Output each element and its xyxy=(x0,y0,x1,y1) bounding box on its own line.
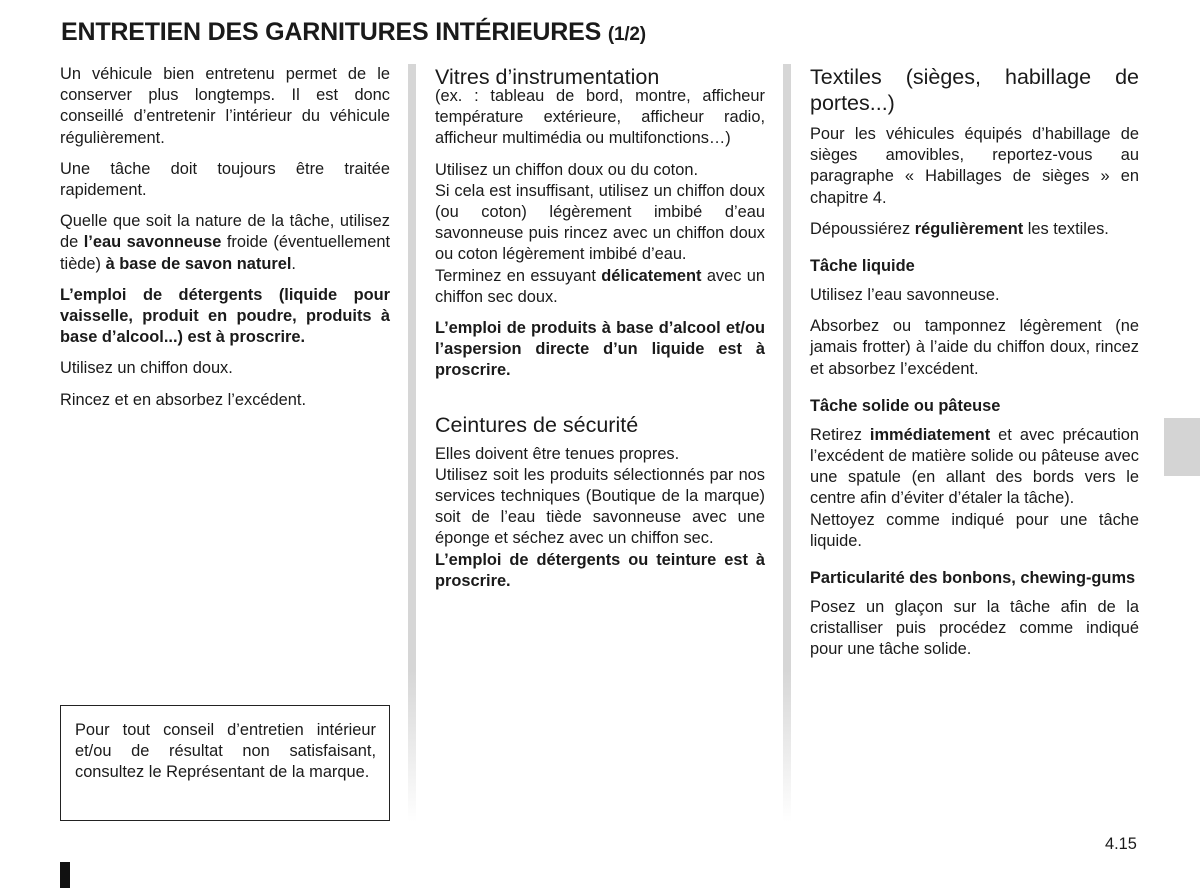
vitres-warning: L’emploi de produits à base d’alcool et/ou l’aspersion directe d’un liquide est à proscrire. xyxy=(435,319,765,380)
soap-paragraph: Quelle que soit la nature de la tâche, utilisez de l’eau savonneuse froide (éventuellement tiède) à base de savon naturel. xyxy=(60,212,390,273)
column-divider-2 xyxy=(783,64,791,822)
urgency-paragraph: Une tâche doit toujours être traitée rapidement. xyxy=(60,159,390,200)
solide-line-1: Retirez immédiatement et avec précaution l’excédent de matière solide ou pâteuse avec une spatule (en allant des bords vers le centre afin d’éviter d’étaler la tâche). xyxy=(810,425,1139,508)
ceintures-line-2: Utilisez soit les produits sélectionnés par nos services techniques (Boutique de la marque) soit de l’eau tiède savonneuse avec une éponge et séchez avec un chiffon sec. xyxy=(435,465,765,548)
column-divider-1 xyxy=(408,64,416,822)
textiles-column xyxy=(810,64,1139,671)
section-heading-textiles: Textiles (sièges, habillage de portes...) xyxy=(810,65,1139,115)
vitres-step-3: Terminez en essuyant délicatement avec un chiffon sec doux. xyxy=(435,266,765,306)
vitres-step-1: Utilisez un chiffon doux ou du coton. xyxy=(435,160,699,179)
intro-paragraph: Un véhicule bien entretenu permet de le conserver plus longtemps. Il est donc conseillé d’entretenir l’intérieur du véhicule régulièrement. xyxy=(60,65,390,147)
page-number: 4.15 xyxy=(1105,835,1137,853)
vitres-step-2: Si cela est insuffisant, utilisez un chiffon doux (ou coton) légèrement imbibé d’eau savonneuse puis rincez avec un chiffon doux ou coton légèrement imbibé d’eau. xyxy=(435,181,765,264)
section-heading-vitres: Vitres d’instrumentation xyxy=(435,65,660,89)
bonbons-line-1: Posez un glaçon sur la tâche afin de la cristalliser puis procédez comme indiqué pour une tâche solide. xyxy=(810,598,1139,659)
instruments-column xyxy=(435,64,765,602)
advice-note-box xyxy=(60,705,390,821)
detergent-warning: L’emploi de détergents (liquide pour vaisselle, produit en poudre, produits à base d’alcool...) est à proscrire. xyxy=(60,285,390,347)
intro-column xyxy=(60,64,390,421)
cloth-instruction: Utilisez un chiffon doux. xyxy=(60,359,233,378)
textiles-paragraph-1: Pour les véhicules équipés d’habillage de sièges amovibles, reportez-vous au paragraphe « Habillages de sièges » en chapitre 4. xyxy=(810,125,1139,207)
subheading-bonbons: Particularité des bonbons, chewing-gums xyxy=(810,569,1136,588)
subheading-liquide: Tâche liquide xyxy=(810,257,915,276)
solide-line-2: Nettoyez comme indiqué pour une tâche liquide. xyxy=(810,510,1139,550)
ceintures-line-1: Elles doivent être tenues propres. xyxy=(435,444,680,463)
liquide-line-2: Absorbez ou tamponnez légèrement (ne jamais frotter) à l’aide du chiffon doux, rincez et absorbez l’excédent. xyxy=(810,317,1139,378)
page-title xyxy=(61,18,646,47)
rinse-instruction: Rincez et en absorbez l’excédent. xyxy=(60,390,307,409)
chapter-side-tab xyxy=(1164,418,1200,476)
textiles-paragraph-2: Dépoussiérez régulièrement les textiles. xyxy=(810,219,1109,238)
print-marker xyxy=(60,862,70,888)
vitres-intro: (ex. : tableau de bord, montre, afficheur température extérieure, afficheur radio, afficheur multimédia ou multifonctions…) xyxy=(435,87,765,148)
liquide-line-1: Utilisez l’eau savonneuse. xyxy=(810,286,1000,305)
ceintures-warning: L’emploi de détergents ou teinture est à proscrire. xyxy=(435,550,765,590)
section-heading-ceintures: Ceintures de sécurité xyxy=(435,412,639,437)
page-title-suffix: (1/2) xyxy=(607,24,646,45)
advice-note-text: Pour tout conseil d’entretien intérieur et/ou de résultat non satisfaisant, consultez le Représentant de la marque. xyxy=(75,721,376,782)
subheading-solide: Tâche solide ou pâteuse xyxy=(810,396,1001,415)
page-title-text: ENTRETIEN DES GARNITURES INTÉRIEURES xyxy=(61,18,602,46)
